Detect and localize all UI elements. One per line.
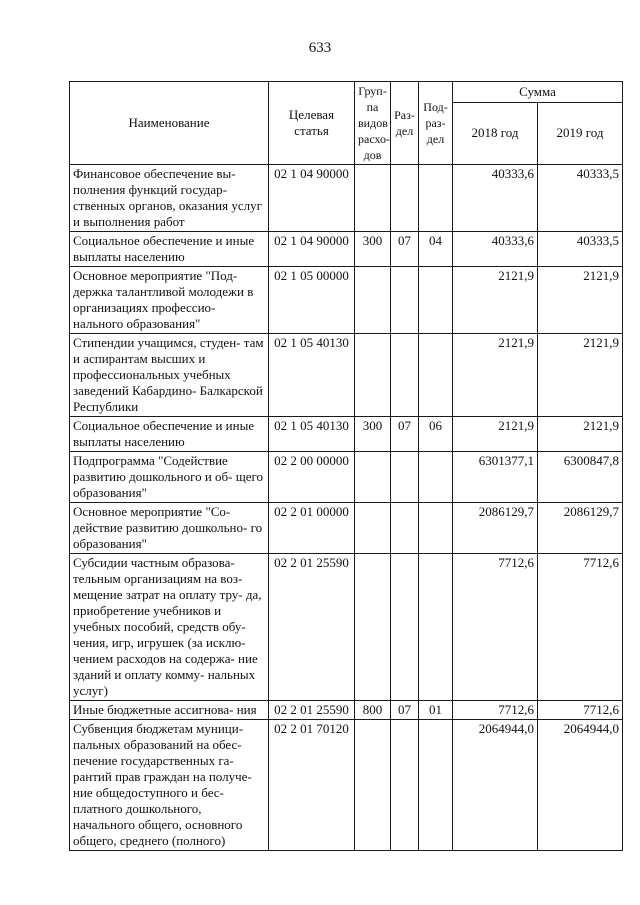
row-subsection [419, 334, 453, 417]
table-row [70, 334, 623, 417]
row-subsection [419, 452, 453, 503]
row-subsection: 06 [419, 417, 453, 452]
row-target-article: 02 2 00 00000 [269, 452, 355, 503]
row-sum-2019: 40333,5 [538, 165, 623, 232]
row-name: Иные бюджетные ассигнова- ния [70, 701, 269, 720]
row-sum-2019: 2086129,7 [538, 503, 623, 554]
row-target-article: 02 1 04 90000 [269, 165, 355, 232]
row-section [391, 720, 419, 851]
table-row [70, 232, 623, 267]
row-section [391, 165, 419, 232]
header-section: Раз- дел [391, 82, 419, 165]
row-name: Стипендии учащимся, студен- там и аспирантам высших и профессиональных учебных заведений Кабардино- Балкарской Республики [70, 334, 269, 417]
row-sum-2018: 7712,6 [453, 554, 538, 701]
row-section [391, 554, 419, 701]
row-section: 07 [391, 701, 419, 720]
row-expense-group: 300 [355, 417, 391, 452]
row-expense-group [355, 165, 391, 232]
header-subsection: Под- раз- дел [419, 82, 453, 165]
row-sum-2018: 40333,6 [453, 165, 538, 232]
table-row [70, 267, 623, 334]
header-target-article: Целевая статья [269, 82, 355, 165]
row-target-article: 02 1 05 40130 [269, 334, 355, 417]
row-name: Субсидии частным образова- тельным организациям на воз- мещение затрат на оплату тру- да, приобретение учебников и учебных пособий, средств обу- чения, игр, игрушек (за исклю- чением расходов на содержа- ние зданий и оплату комму- нальных услуг) [70, 554, 269, 701]
row-subsection [419, 554, 453, 701]
row-sum-2018: 2121,9 [453, 267, 538, 334]
row-expense-group [355, 334, 391, 417]
row-target-article: 02 1 05 00000 [269, 267, 355, 334]
row-sum-2019: 6300847,8 [538, 452, 623, 503]
table-row [70, 701, 623, 720]
row-sum-2018: 6301377,1 [453, 452, 538, 503]
row-subsection [419, 267, 453, 334]
row-expense-group [355, 452, 391, 503]
table-row [70, 720, 623, 851]
row-expense-group: 300 [355, 232, 391, 267]
row-subsection [419, 503, 453, 554]
row-sum-2019: 2121,9 [538, 417, 623, 452]
row-target-article: 02 1 05 40130 [269, 417, 355, 452]
row-sum-2018: 2121,9 [453, 417, 538, 452]
row-sum-2019: 2121,9 [538, 267, 623, 334]
row-section: 07 [391, 232, 419, 267]
header-sum: Сумма [453, 82, 623, 103]
table-row [70, 554, 623, 701]
row-sum-2019: 2064944,0 [538, 720, 623, 851]
page-number: 633 [308, 40, 332, 56]
row-name: Субвенция бюджетам муници- пальных образований на обес- печение государственных га- рантий прав граждан на получе- ние общедоступного и бес- платного дошкольного, начального общего, основного общего, среднего (полного) [70, 720, 269, 851]
header-expense-group: Груп- па видов расхо- дов [355, 82, 391, 165]
row-subsection: 04 [419, 232, 453, 267]
row-expense-group [355, 720, 391, 851]
table-row [70, 452, 623, 503]
table-row [70, 165, 623, 232]
row-section [391, 503, 419, 554]
row-subsection [419, 165, 453, 232]
row-expense-group [355, 554, 391, 701]
row-name: Подпрограмма "Содействие развитию дошкольного и об- щего образования" [70, 452, 269, 503]
row-target-article: 02 2 01 25590 [269, 701, 355, 720]
row-sum-2018: 7712,6 [453, 701, 538, 720]
header-year-2018: 2018 год [453, 102, 538, 164]
row-section: 07 [391, 417, 419, 452]
row-sum-2018: 2121,9 [453, 334, 538, 417]
row-sum-2018: 40333,6 [453, 232, 538, 267]
row-name: Социальное обеспечение и иные выплаты населению [70, 232, 269, 267]
table-row [70, 417, 623, 452]
row-name: Основное мероприятие "Со- действие развитию дошкольно- го образования" [70, 503, 269, 554]
row-sum-2018: 2086129,7 [453, 503, 538, 554]
row-subsection: 01 [419, 701, 453, 720]
row-target-article: 02 2 01 70120 [269, 720, 355, 851]
row-target-article: 02 1 04 90000 [269, 232, 355, 267]
row-name: Основное мероприятие "Под- держка талантливой молодежи в организациях профессио- нального образования" [70, 267, 269, 334]
header-name: Наименование [70, 82, 269, 165]
header-year-2019: 2019 год [538, 102, 623, 164]
row-sum-2019: 7712,6 [538, 554, 623, 701]
row-section [391, 452, 419, 503]
row-name: Социальное обеспечение и иные выплаты населению [70, 417, 269, 452]
row-expense-group [355, 503, 391, 554]
row-name: Финансовое обеспечение вы- полнения функций государ- ственных органов, оказания услуг и выполнения работ [70, 165, 269, 232]
row-target-article: 02 2 01 25590 [269, 554, 355, 701]
row-sum-2019: 40333,5 [538, 232, 623, 267]
row-section [391, 267, 419, 334]
row-subsection [419, 720, 453, 851]
row-sum-2019: 2121,9 [538, 334, 623, 417]
budget-table [69, 81, 623, 851]
row-expense-group: 800 [355, 701, 391, 720]
row-sum-2018: 2064944,0 [453, 720, 538, 851]
row-target-article: 02 2 01 00000 [269, 503, 355, 554]
row-expense-group [355, 267, 391, 334]
row-section [391, 334, 419, 417]
row-sum-2019: 7712,6 [538, 701, 623, 720]
table-row [70, 503, 623, 554]
